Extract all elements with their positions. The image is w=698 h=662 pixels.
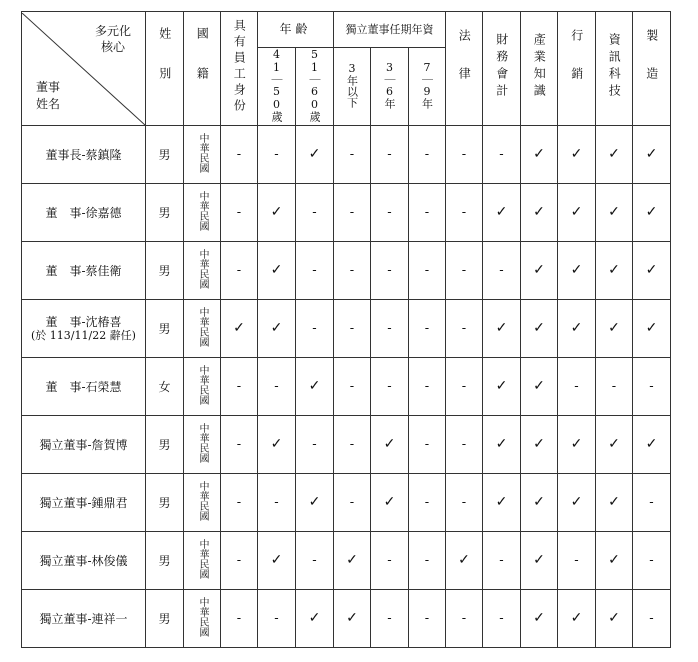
check-mark-cell: ✓: [521, 126, 558, 184]
dash-cell: -: [371, 126, 409, 184]
director-name: 董 事-徐嘉德: [45, 205, 122, 220]
check-mark-cell: ✓: [596, 242, 633, 300]
check-mark-cell: ✓: [558, 126, 596, 184]
board-diversity-table: [21, 11, 671, 648]
director-name: 獨立董事-林俊儀: [39, 553, 128, 568]
table-row: [22, 358, 671, 416]
dash-cell: -: [371, 532, 409, 590]
dash-cell: -: [446, 358, 483, 416]
dash-cell: -: [334, 300, 371, 358]
check-mark-cell: ✓: [596, 474, 633, 532]
director-name-cell: [22, 184, 146, 242]
dash-cell: -: [296, 184, 334, 242]
industry-header: 產業知識: [521, 12, 558, 126]
table-row: [22, 300, 671, 358]
dash-cell: -: [334, 474, 371, 532]
dash-cell: -: [334, 184, 371, 242]
dash-cell: -: [409, 532, 446, 590]
gender-cell: 男: [146, 416, 184, 474]
dash-cell: -: [221, 126, 258, 184]
check-mark-cell: ✓: [633, 184, 671, 242]
dash-cell: -: [633, 358, 671, 416]
check-mark-cell: ✓: [633, 416, 671, 474]
dash-cell: -: [409, 126, 446, 184]
check-mark-cell: ✓: [596, 416, 633, 474]
nationality-cell: [184, 532, 221, 590]
check-mark-cell: ✓: [633, 242, 671, 300]
check-mark-cell: ✓: [596, 300, 633, 358]
dash-cell: -: [221, 474, 258, 532]
tenure-3-6-header: 3｜6年: [371, 48, 409, 126]
dash-cell: -: [221, 242, 258, 300]
corner-bottom-label: 董事 姓名: [36, 80, 61, 111]
check-mark-cell: ✓: [483, 416, 521, 474]
table-row: [22, 590, 671, 648]
manufacturing-header: 製造: [633, 12, 671, 126]
nationality-cell: [184, 416, 221, 474]
check-mark-cell: ✓: [483, 184, 521, 242]
dash-cell: -: [409, 590, 446, 648]
check-mark-cell: ✓: [483, 358, 521, 416]
check-mark-cell: ✓: [521, 590, 558, 648]
director-name-cell: [22, 532, 146, 590]
check-mark-cell: ✓: [258, 184, 296, 242]
director-name-cell: [22, 358, 146, 416]
nationality-value: 中華民國: [197, 539, 208, 580]
law-header: 法律: [446, 12, 483, 126]
director-name-cell: [22, 300, 146, 358]
dash-cell: -: [221, 532, 258, 590]
table-row: [22, 242, 671, 300]
dash-cell: -: [483, 532, 521, 590]
dash-cell: -: [633, 474, 671, 532]
dash-cell: -: [371, 590, 409, 648]
gender-cell: 女: [146, 358, 184, 416]
dash-cell: -: [409, 474, 446, 532]
dash-cell: -: [558, 532, 596, 590]
check-mark-cell: ✓: [258, 532, 296, 590]
dash-cell: -: [258, 474, 296, 532]
check-mark-cell: ✓: [521, 532, 558, 590]
dash-cell: -: [221, 358, 258, 416]
check-mark-cell: ✓: [483, 300, 521, 358]
check-mark-cell: ✓: [596, 532, 633, 590]
check-mark-cell: ✓: [371, 474, 409, 532]
nationality-value: 中華民國: [197, 249, 208, 290]
nationality-cell: [184, 126, 221, 184]
director-name-cell: [22, 590, 146, 648]
check-mark-cell: ✓: [596, 184, 633, 242]
check-mark-cell: ✓: [558, 474, 596, 532]
check-mark-cell: ✓: [633, 300, 671, 358]
check-mark-cell: ✓: [521, 184, 558, 242]
dash-cell: -: [633, 532, 671, 590]
dash-cell: -: [334, 358, 371, 416]
dash-cell: -: [558, 358, 596, 416]
dash-cell: -: [409, 300, 446, 358]
table-row: [22, 416, 671, 474]
director-name: 董事長-蔡鎮隆: [45, 147, 122, 162]
nationality-value: 中華民國: [197, 481, 208, 522]
dash-cell: -: [296, 416, 334, 474]
director-name-cell: [22, 126, 146, 184]
check-mark-cell: ✓: [596, 590, 633, 648]
gender-cell: 男: [146, 300, 184, 358]
dash-cell: -: [446, 242, 483, 300]
check-mark-cell: ✓: [521, 474, 558, 532]
nationality-value: 中華民國: [197, 133, 208, 174]
check-mark-cell: ✓: [521, 300, 558, 358]
check-mark-cell: ✓: [558, 300, 596, 358]
check-mark-cell: ✓: [334, 590, 371, 648]
corner-header: [22, 12, 146, 126]
check-mark-cell: ✓: [558, 416, 596, 474]
dash-cell: -: [296, 300, 334, 358]
director-name: 董 事-沈椿喜: [45, 315, 122, 330]
dash-cell: -: [446, 300, 483, 358]
dash-cell: -: [371, 184, 409, 242]
tenure-7-9-header: 7｜9年: [409, 48, 446, 126]
gender-cell: 男: [146, 184, 184, 242]
check-mark-cell: ✓: [258, 416, 296, 474]
dash-cell: -: [221, 184, 258, 242]
dash-cell: -: [334, 242, 371, 300]
dash-cell: -: [296, 532, 334, 590]
check-mark-cell: ✓: [521, 242, 558, 300]
dash-cell: -: [258, 590, 296, 648]
check-mark-cell: ✓: [371, 416, 409, 474]
dash-cell: -: [446, 126, 483, 184]
dash-cell: -: [596, 358, 633, 416]
nationality-value: 中華民國: [197, 307, 208, 348]
check-mark-cell: ✓: [446, 532, 483, 590]
gender-cell: 男: [146, 126, 184, 184]
director-name-cell: [22, 242, 146, 300]
check-mark-cell: ✓: [296, 590, 334, 648]
director-name-cell: [22, 474, 146, 532]
nationality-value: 中華民國: [197, 191, 208, 232]
check-mark-cell: ✓: [221, 300, 258, 358]
gender-header: 姓別: [146, 12, 184, 126]
nationality-cell: [184, 358, 221, 416]
check-mark-cell: ✓: [558, 590, 596, 648]
dash-cell: -: [483, 126, 521, 184]
nationality-cell: [184, 184, 221, 242]
director-name-cell: [22, 416, 146, 474]
dash-cell: -: [258, 126, 296, 184]
nationality-cell: [184, 590, 221, 648]
nationality-value: 中華民國: [197, 365, 208, 406]
age-41-50-header: 41｜50歲: [258, 48, 296, 126]
table-row: [22, 126, 671, 184]
dash-cell: -: [371, 358, 409, 416]
dash-cell: -: [221, 416, 258, 474]
age-51-60-header: 51｜60歲: [296, 48, 334, 126]
nationality-value: 中華民國: [197, 423, 208, 464]
dash-cell: -: [446, 474, 483, 532]
dash-cell: -: [334, 416, 371, 474]
nationality-header: 國籍: [184, 12, 221, 126]
dash-cell: -: [483, 242, 521, 300]
check-mark-cell: ✓: [483, 474, 521, 532]
dash-cell: -: [258, 358, 296, 416]
check-mark-cell: ✓: [258, 300, 296, 358]
table-row: [22, 532, 671, 590]
check-mark-cell: ✓: [521, 358, 558, 416]
dash-cell: -: [633, 590, 671, 648]
director-name: 獨立董事-連祥一: [39, 611, 128, 626]
check-mark-cell: ✓: [296, 358, 334, 416]
dash-cell: -: [409, 184, 446, 242]
dash-cell: -: [296, 242, 334, 300]
dash-cell: -: [409, 358, 446, 416]
corner-top-label: 多元化 核心: [94, 23, 131, 55]
check-mark-cell: ✓: [258, 242, 296, 300]
check-mark-cell: ✓: [334, 532, 371, 590]
dash-cell: -: [371, 242, 409, 300]
marketing-header: 行銷: [558, 12, 596, 126]
age-group-header: 年齡: [258, 12, 334, 48]
dash-cell: -: [371, 300, 409, 358]
independent-tenure-header: 獨立董事任期年資: [334, 12, 446, 48]
gender-cell: 男: [146, 590, 184, 648]
tenure-under-3-header: 3年以下: [334, 48, 371, 126]
check-mark-cell: ✓: [633, 126, 671, 184]
check-mark-cell: ✓: [296, 474, 334, 532]
dash-cell: -: [409, 242, 446, 300]
dash-cell: -: [409, 416, 446, 474]
dash-cell: -: [334, 126, 371, 184]
director-name: 獨立董事-鍾鼎君: [39, 495, 128, 510]
finance-header: 財務會計: [483, 12, 521, 126]
gender-cell: 男: [146, 474, 184, 532]
check-mark-cell: ✓: [558, 184, 596, 242]
nationality-cell: [184, 474, 221, 532]
table-row: [22, 184, 671, 242]
check-mark-cell: ✓: [596, 126, 633, 184]
table-row: [22, 474, 671, 532]
dash-cell: -: [221, 590, 258, 648]
director-name: 董 事-石榮慧: [45, 379, 122, 394]
check-mark-cell: ✓: [558, 242, 596, 300]
dash-cell: -: [446, 590, 483, 648]
nationality-cell: [184, 242, 221, 300]
director-name: 董 事-蔡佳衛: [45, 263, 122, 278]
nationality-value: 中華民國: [197, 597, 208, 638]
gender-cell: 男: [146, 242, 184, 300]
it-header: 資訊科技: [596, 12, 633, 126]
check-mark-cell: ✓: [521, 416, 558, 474]
gender-cell: 男: [146, 532, 184, 590]
employee-header: 具有員工身份: [221, 12, 258, 126]
dash-cell: -: [446, 416, 483, 474]
dash-cell: -: [483, 590, 521, 648]
director-note: (於 113/11/22 辭任): [31, 329, 136, 343]
nationality-cell: [184, 300, 221, 358]
check-mark-cell: ✓: [296, 126, 334, 184]
dash-cell: -: [446, 184, 483, 242]
director-name: 獨立董事-詹賀博: [39, 437, 128, 452]
